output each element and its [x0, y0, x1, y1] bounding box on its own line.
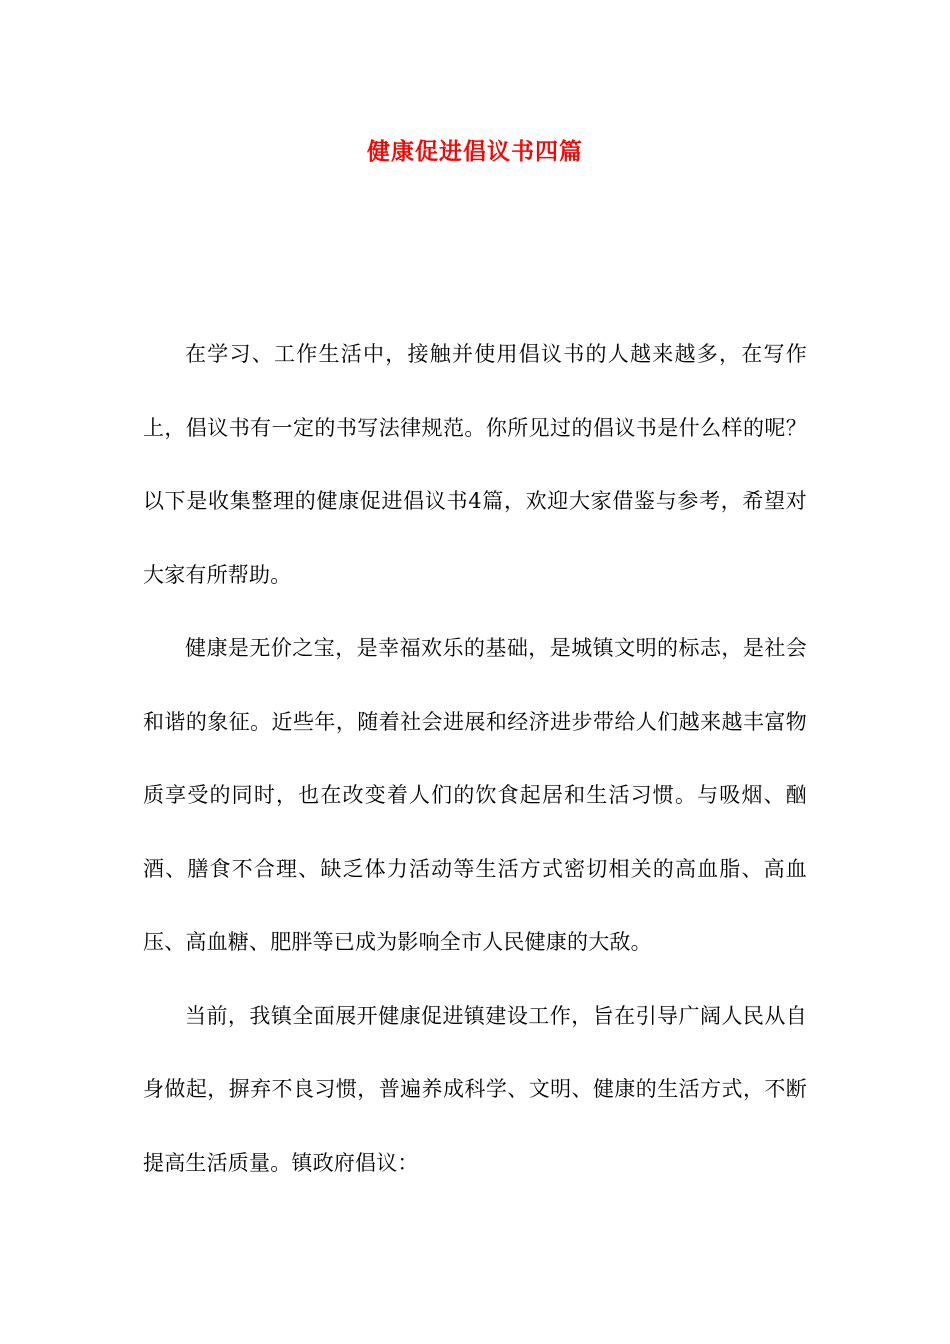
- document-body: [143, 318, 807, 1200]
- paragraph-intro: 在学习、工作生活中，接触并使用倡议书的人越来越多，在写作上，倡议书有一定的书写法律规范。你所见过的倡议书是什么样的呢？以下是收集整理的健康促进倡议书4篇，欢迎大家借鉴与参考，希望对大家有所帮助。: [143, 342, 807, 587]
- paragraph-health-value: 健康是无价之宝，是幸福欢乐的基础，是城镇文明的标志，是社会和谐的象征。近些年，随着社会进展和经济进步带给人们越来越丰富物质享受的同时，也在改变着人们的饮食起居和生活习惯。与吸烟、酗酒、膳食不合理、缺乏体力活动等生活方式密切相关的高血脂、高血压、高血糖、肥胖等已成为影响全市人民健康的大敌。: [143, 636, 807, 954]
- paragraph-town-initiative: 当前，我镇全面展开健康促进镇建设工作，旨在引导广阔人民从自身做起，摒弃不良习惯，普遍养成科学、文明、健康的生活方式，不断提高生活质量。镇政府倡议：: [143, 1003, 807, 1175]
- document-title: 健康促进倡议书四篇: [367, 138, 583, 165]
